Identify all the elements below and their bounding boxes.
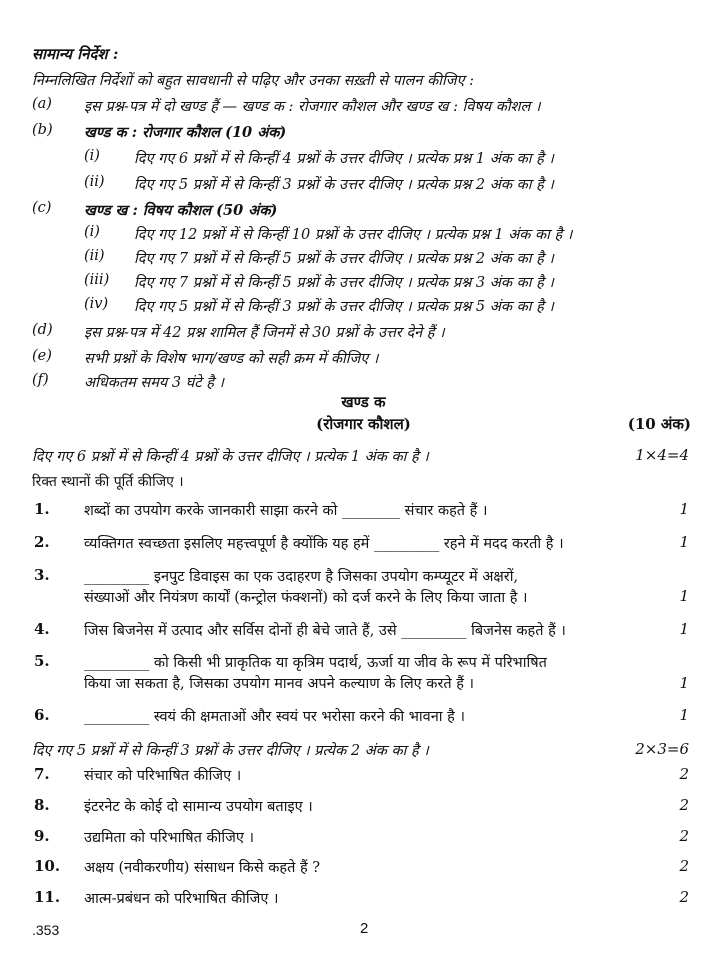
section-instruction-2: दिए गए 5 प्रश्नों में से किन्हीं 3 प्रश्नों के उत्तर दीजिए । प्रत्येक 2 अंक का है । xyxy=(32,743,429,759)
item-f-text: अधिकतम समय 3 घंटे है । xyxy=(84,375,225,391)
paper-code: .353 xyxy=(32,922,60,938)
question-text: आत्म-प्रबंधन को परिभाषित कीजिए । xyxy=(84,891,279,907)
fill-blanks-instruction: रिक्त स्थानों की पूर्ति कीजिए । xyxy=(32,474,184,490)
question-marks: 1 xyxy=(679,533,689,551)
question-text: व्यक्तिगत स्वच्छता इसलिए महत्त्वपूर्ण है क्योंकि यह हमें _________ रहने में मदद करती है । xyxy=(84,536,564,552)
question-number: 2. xyxy=(34,533,50,551)
question-number: 3. xyxy=(34,566,50,584)
section-subtitle: (रोजगार कौशल) xyxy=(316,415,411,433)
item-b-ii-label: (ii) xyxy=(84,174,105,190)
item-b-i-label: (i) xyxy=(84,148,100,164)
item-c-iv-label: (iv) xyxy=(84,296,109,312)
question-number: 1. xyxy=(34,500,50,518)
section-title: खण्ड क xyxy=(341,393,386,411)
question-marks: 1 xyxy=(679,674,689,692)
question-number: 6. xyxy=(34,706,50,724)
page-number: 2 xyxy=(360,920,369,937)
question-number: 8. xyxy=(34,796,50,814)
item-e-label: (e) xyxy=(32,348,52,364)
section-instruction-1: दिए गए 6 प्रश्नों में से किन्हीं 4 प्रश्नों के उत्तर दीजिए । प्रत्येक 1 अंक का है । xyxy=(32,449,429,465)
question-text: शब्दों का उपयोग करके जानकारी साझा करने को ________ संचार कहते हैं । xyxy=(84,503,488,519)
question-number: 5. xyxy=(34,652,50,670)
question-marks: 2 xyxy=(679,765,689,783)
item-c-ii-text: दिए गए 7 प्रश्नों में से किन्हीं 5 प्रश्नों के उत्तर दीजिए । प्रत्येक प्रश्न 2 अंक का है । xyxy=(134,251,554,267)
item-c-iii-text: दिए गए 7 प्रश्नों में से किन्हीं 5 प्रश्नों के उत्तर दीजिए । प्रत्येक प्रश्न 3 अंक का है । xyxy=(134,275,554,291)
section-instruction-2-marks: 2×3=6 xyxy=(635,740,689,758)
question-marks: 2 xyxy=(679,857,689,875)
item-c-i-label: (i) xyxy=(84,224,100,240)
question-number: 10. xyxy=(34,857,61,875)
question-marks: 1 xyxy=(679,706,689,724)
question-text-line2: किया जा सकता है, जिसका उपयोग मानव अपने कल्याण के लिए करते हैं । xyxy=(84,676,475,692)
question-marks: 1 xyxy=(679,620,689,638)
question-text: _________ को किसी भी प्राकृतिक या कृत्रिम पदार्थ, ऊर्जा या जीव के रूप में परिभाषित xyxy=(84,655,547,671)
question-text: उद्यमिता को परिभाषित कीजिए । xyxy=(84,830,255,846)
item-b-label: (b) xyxy=(32,122,53,138)
item-c-iv-text: दिए गए 5 प्रश्नों में से किन्हीं 3 प्रश्नों के उत्तर दीजिए । प्रत्येक प्रश्न 5 अंक का है । xyxy=(134,299,554,315)
question-text: अक्षय (नवीकरणीय) संसाधन किसे कहते हैं ? xyxy=(84,860,321,876)
general-intro: निम्नलिखित निर्देशों को बहुत सावधानी से पढ़िए और उनका सख़्ती से पालन कीजिए : xyxy=(32,73,475,89)
question-marks: 1 xyxy=(679,500,689,518)
question-marks: 2 xyxy=(679,796,689,814)
item-a-label: (a) xyxy=(32,96,52,112)
item-e-text: सभी प्रश्नों के विशेष भाग/खण्ड को सही क्रम में कीजिए । xyxy=(84,351,379,367)
question-marks: 2 xyxy=(679,888,689,906)
item-f-label: (f) xyxy=(32,372,49,388)
item-c-heading: खण्ड ख : विषय कौशल (50 अंक) xyxy=(84,202,278,219)
question-text: जिस बिजनेस में उत्पाद और सर्विस दोनों ही बेचे जाते हैं, उसे _________ बिजनेस कहते हैं । xyxy=(84,623,566,639)
item-d-label: (d) xyxy=(32,322,53,338)
question-number: 7. xyxy=(34,765,50,783)
section-instruction-1-marks: 1×4=4 xyxy=(635,446,689,464)
question-text: _________ इनपुट डिवाइस का एक उदाहरण है जिसका उपयोग कम्प्यूटर में अक्षरों, xyxy=(84,569,519,585)
item-c-i-text: दिए गए 12 प्रश्नों में से किन्हीं 10 प्रश्नों के उत्तर दीजिए । प्रत्येक प्रश्न 1 अंक का है । xyxy=(134,227,573,243)
question-text: संचार को परिभाषित कीजिए । xyxy=(84,768,242,784)
question-marks: 1 xyxy=(679,587,689,605)
item-c-label: (c) xyxy=(32,200,52,216)
section-marks: (10 अंक) xyxy=(627,415,691,433)
item-b-ii-text: दिए गए 5 प्रश्नों में से किन्हीं 3 प्रश्नों के उत्तर दीजिए । प्रत्येक प्रश्न 2 अंक का है । xyxy=(134,177,554,193)
item-c-ii-label: (ii) xyxy=(84,248,105,264)
item-b-i-text: दिए गए 6 प्रश्नों में से किन्हीं 4 प्रश्नों के उत्तर दीजिए । प्रत्येक प्रश्न 1 अंक का है । xyxy=(134,151,554,167)
question-text: _________ स्वयं की क्षमताओं और स्वयं पर भरोसा करने की भावना है । xyxy=(84,709,465,725)
item-d-text: इस प्रश्न-पत्र में 42 प्रश्न शामिल हैं जिनमें से 30 प्रश्नों के उत्तर देने हैं । xyxy=(84,325,445,341)
question-number: 11. xyxy=(34,888,61,906)
question-text-line2: संख्याओं और नियंत्रण कार्यों (कन्ट्रोल फंक्शनों) को दर्ज करने के लिए किया जाता है । xyxy=(84,590,528,606)
question-number: 4. xyxy=(34,620,50,638)
question-number: 9. xyxy=(34,827,50,845)
item-a-text: इस प्रश्न-पत्र में दो खण्ड हैं — खण्ड क : रोजगार कौशल और खण्ड ख : विषय कौशल । xyxy=(84,99,541,115)
item-c-iii-label: (iii) xyxy=(84,272,110,288)
question-text: इंटरनेट के कोई दो सामान्य उपयोग बताइए । xyxy=(84,799,313,815)
general-instructions-title: सामान्य निर्देश : xyxy=(32,45,119,63)
question-marks: 2 xyxy=(679,827,689,845)
item-b-heading: खण्ड क : रोजगार कौशल (10 अंक) xyxy=(84,124,287,141)
